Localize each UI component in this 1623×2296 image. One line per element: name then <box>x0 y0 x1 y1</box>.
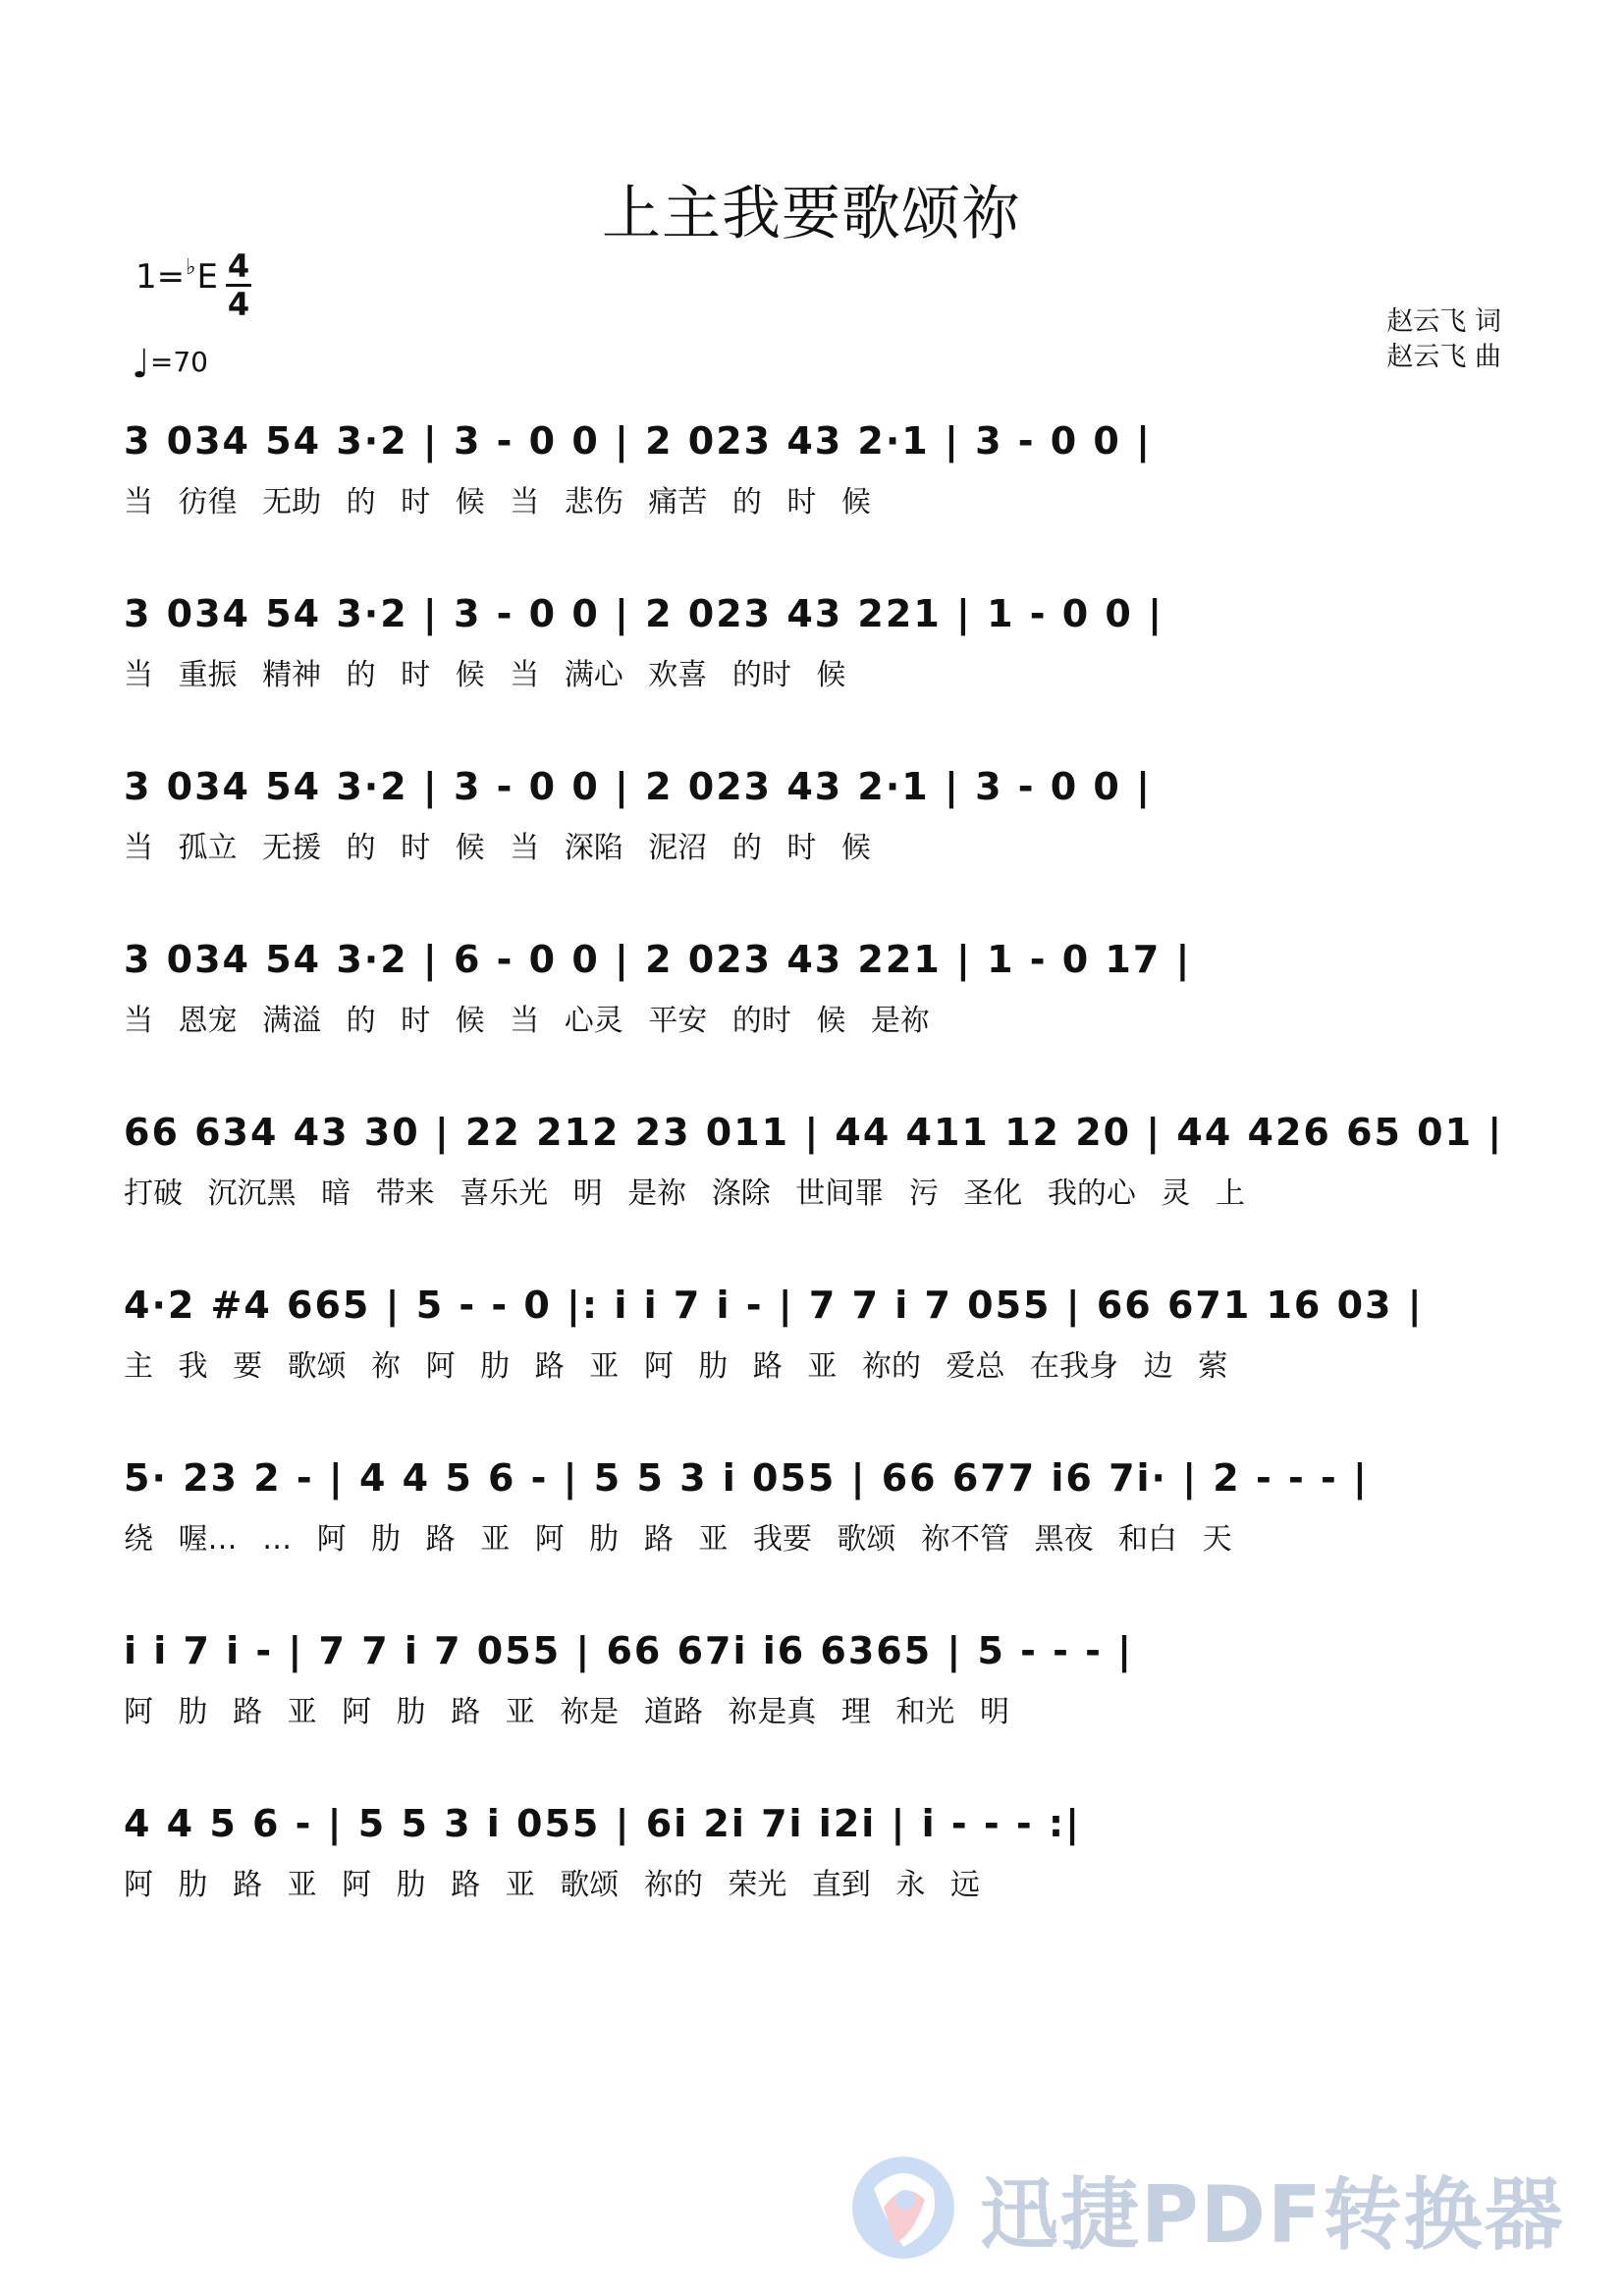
lyricist-credit: 赵云飞 词 <box>1386 306 1501 337</box>
notation-line: 3 034 54 3·2 | 3 - 0 0 | 2 023 43 2·1 | 3 - 0 0 | <box>124 419 1152 463</box>
quarter-note-icon: ♩ <box>132 342 150 387</box>
lyrics-line: 阿 肋 路 亚 阿 肋 路 亚 歌颂 祢的 荣光 直到 永 远 <box>124 1868 980 1902</box>
score-row-2 <box>124 583 1512 731</box>
score-row-1 <box>124 410 1512 558</box>
time-signature-top: 4 <box>227 247 250 285</box>
score-row-4 <box>124 929 1512 1076</box>
lyrics-line: 主 我 要 歌颂 祢 阿 肋 路 亚 阿 肋 路 亚 祢的 爱总 在我身 边 萦 <box>124 1349 1228 1384</box>
notation-line: 5· 23 2 - | 4 4 5 6 - | 5 5 3 i 055 | 66 677 i6 7i· | 2 - - - | <box>124 1456 1369 1500</box>
lyrics-line: 绕 喔… … 阿 肋 路 亚 阿 肋 路 亚 我要 歌颂 祢不管 黑夜 和白 天 <box>124 1522 1232 1557</box>
lyrics-line: 阿 肋 路 亚 阿 肋 路 亚 祢是 道路 祢是真 理 和光 明 <box>124 1695 1009 1729</box>
score-row-6 <box>124 1275 1512 1422</box>
key-prefix: 1= <box>135 257 186 297</box>
score-row-3 <box>124 756 1512 903</box>
composer-credit: 赵云飞 曲 <box>1386 342 1501 372</box>
notation-line: 66 634 43 30 | 22 212 23 011 | 44 411 12 20 | 44 426 65 01 | <box>124 1111 1504 1154</box>
key-letter: E <box>196 257 218 297</box>
notation-line: i i 7 i - | 7 7 i 7 055 | 66 67i i6 6365 | 5 - - - | <box>124 1629 1134 1672</box>
tempo-marking <box>132 336 208 387</box>
key-signature <box>135 257 218 297</box>
notation-line: 3 034 54 3·2 | 3 - 0 0 | 2 023 43 2·1 | 3 - 0 0 | <box>124 765 1152 808</box>
lyrics-line: 当 彷徨 无助 的 时 候 当 悲伤 痛苦 的 时 候 <box>124 485 871 519</box>
lyrics-line: 当 重振 精神 的 时 候 当 满心 欢喜 的时 候 <box>124 658 846 692</box>
flat-sign: ♭ <box>186 255 196 280</box>
lyrics-line: 当 孤立 无援 的 时 候 当 深陷 泥沼 的 时 候 <box>124 831 871 865</box>
lyrics-line: 打破 沉沉黑 暗 带来 喜乐光 明 是祢 涤除 世间罪 污 圣化 我的心 灵 上 <box>124 1176 1245 1211</box>
score-row-7 <box>124 1448 1512 1595</box>
watermark <box>844 2149 1591 2267</box>
time-signature <box>226 249 251 321</box>
time-signature-bottom: 4 <box>227 286 250 323</box>
page-title: 上主我要歌颂祢 <box>602 180 1021 248</box>
notation-line: 3 034 54 3·2 | 3 - 0 0 | 2 023 43 221 | 1 - 0 0 | <box>124 592 1163 635</box>
xunjie-logo-icon <box>844 2149 962 2267</box>
score-row-8 <box>124 1620 1512 1768</box>
notation-line: 4·2 #4 665 | 5 - - 0 |: i i 7 i - | 7 7 i 7 055 | 66 671 16 03 | <box>124 1284 1424 1327</box>
score-row-5 <box>124 1102 1512 1249</box>
tempo-text: =70 <box>149 346 208 378</box>
notation-line: 4 4 5 6 - | 5 5 3 i 055 | 6i 2i 7i i2i | i - - - :| <box>124 1802 1081 1845</box>
credits <box>1386 304 1501 375</box>
watermark-text: 迅捷PDF转换器 <box>980 2168 1565 2261</box>
notation-line: 3 034 54 3·2 | 6 - 0 0 | 2 023 43 221 | 1 - 0 17 | <box>124 938 1192 981</box>
score-row-9 <box>124 1793 1512 1941</box>
lyrics-line: 当 恩宠 满溢 的 时 候 当 心灵 平安 的时 候 是祢 <box>124 1004 930 1038</box>
